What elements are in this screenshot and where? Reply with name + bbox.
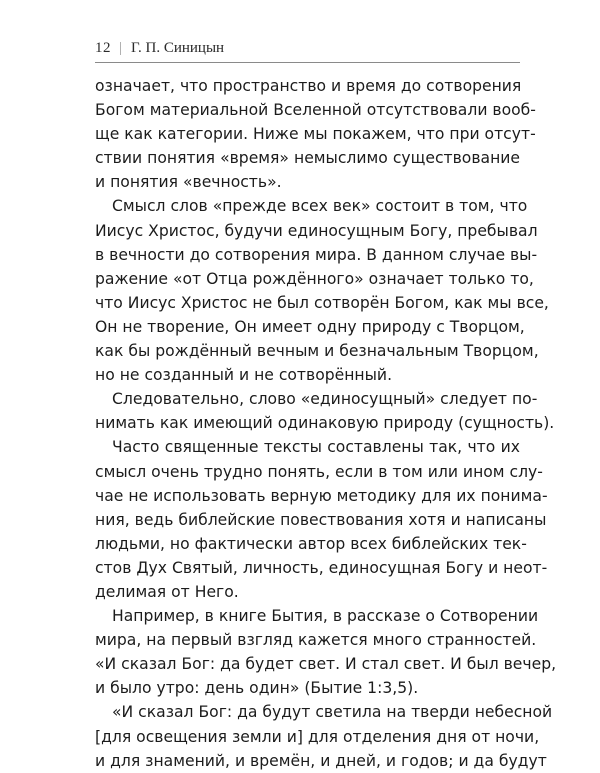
- text-line: но не созданный и не сотворённый.: [95, 366, 393, 385]
- text-line: Следовательно, слово «единосущный» следует по-: [112, 390, 538, 409]
- text-line: Например, в книге Бытия, в рассказе о Сотворении: [112, 607, 539, 626]
- header-separator: |: [119, 40, 123, 56]
- text-line: ствии понятия «время» немыслимо существование: [95, 149, 520, 168]
- text-line: означает, что пространство и время до сотворения: [95, 77, 522, 95]
- text-line: ния, ведь библейские повествования хотя и написаны: [95, 510, 547, 529]
- header-author: Г. П. Синицын: [131, 40, 225, 56]
- text-line: смысл очень трудно понять, если в том или ином слу-: [95, 462, 543, 481]
- text-line: Он не творение, Он имеет одну природу с Творцом,: [95, 317, 525, 336]
- page-number: 12: [95, 40, 111, 56]
- text-line: Богом материальной Вселенной отсутствовали вооб-: [95, 101, 536, 120]
- text-line: Часто священные тексты составлены так, что их: [112, 438, 520, 457]
- text-line: и для знамений, и времён, и дней, и годов; и да будут: [95, 751, 547, 770]
- text-line: [для освещения земли и] для отделения дня от ночи,: [95, 727, 540, 746]
- text-line: ражение «от Отца рождённого» означает только то,: [95, 269, 534, 288]
- text-line: «И сказал Бог: да будет свет. И стал свет. И был вечер,: [95, 655, 557, 674]
- text-line: как бы рождённый вечным и безначальным Творцом,: [95, 342, 539, 361]
- text-line: в вечности до сотворения мира. В данном случае вы-: [95, 245, 538, 264]
- text-line: Иисус Христос, будучи единосущным Богу, пребывал: [95, 221, 538, 240]
- text-line: мира, на первый взгляд кажется много странностей.: [95, 631, 537, 650]
- text-line: делимая от Него.: [95, 582, 239, 601]
- text-line: и понятия «вечность».: [95, 173, 282, 192]
- text-line: и было утро: день один» (Бытие 1:3,5).: [95, 679, 419, 698]
- text-line: ще как категории. Ниже мы покажем, что при отсут-: [95, 125, 536, 144]
- body-text: [95, 74, 557, 773]
- text-line: Смысл слов «прежде всех век» состоит в том, что: [112, 197, 528, 216]
- text-line: что Иисус Христос не был сотворён Богом, как мы все,: [95, 293, 549, 312]
- text-line: людьми, но фактически автор всех библейских тек-: [95, 534, 527, 553]
- text-line: «И сказал Бог: да будут светила на тверди небесной: [112, 703, 553, 722]
- text-line: нимать как имеющий одинаковую природу (сущность).: [95, 414, 555, 433]
- running-header: [95, 40, 520, 63]
- text-line: чае не использовать верную методику для их понима-: [95, 486, 548, 505]
- text-line: стов Дух Святый, личность, единосущная Богу и неот-: [95, 558, 548, 577]
